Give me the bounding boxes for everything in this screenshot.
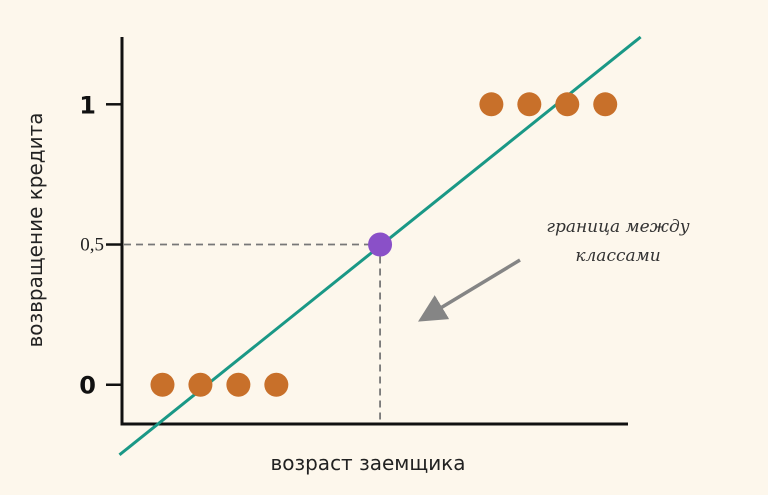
x-axis-label: возраст заемщика [270,451,466,475]
y-tick-label: 0 [79,371,96,400]
data-point-class-1 [517,92,541,116]
annotation-arrow [424,260,520,318]
boundary-point [368,233,392,257]
y-tick-label: 0,5 [80,234,104,256]
data-point-class-0 [188,373,212,397]
data-point-class-1 [555,92,579,116]
data-point-class-1 [479,92,503,116]
annotation-line-1: граница между [546,217,690,237]
annotation-line-2: классами [575,246,661,266]
y-axis-label: возвращение кредита [23,112,47,348]
data-point-class-0 [264,373,288,397]
data-point-class-0 [150,373,174,397]
data-point-class-0 [226,373,250,397]
data-point-class-1 [593,92,617,116]
plot-area [79,37,640,455]
y-tick-label: 1 [79,91,96,120]
